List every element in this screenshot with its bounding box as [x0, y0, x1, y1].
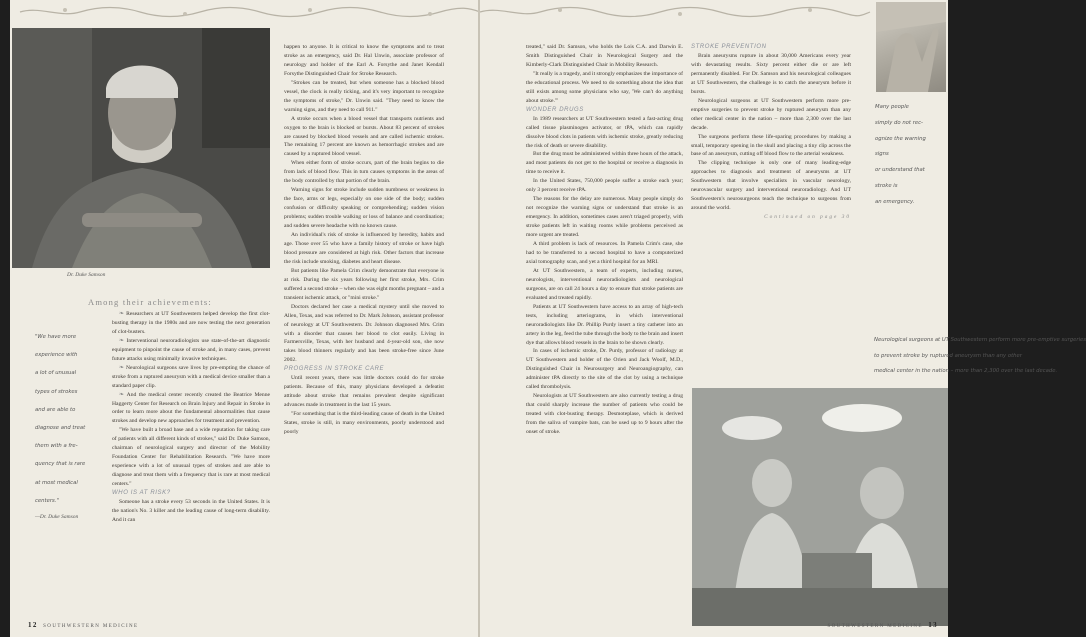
body-paragraph: In the United States, 750,000 people suffer a stroke each year; only 3 percent receive tPA. — [526, 178, 683, 194]
subhead-progress: PROGRESS IN STROKE CARE — [284, 366, 385, 373]
achievement-item: ❧ Interventional neuroradiologists use state-of-the-art diagnostic equipment to pinpoint the cause of stroke and, in many cases, prevent future attacks using minimally invasive techniques. — [112, 337, 270, 362]
body-paragraph: Warning signs for stroke include sudden numbness or weakness in the face, arms or legs, especially on one side of the body; sudden confusion or difficulty speaking or comprehending; sudden vision problems; sudden trouble walking or loss of balance and coordination; and sudden severe headache with no known cause. — [284, 187, 444, 230]
body-paragraph: In cases of ischemic stroke, Dr. Purdy, professor of radiology at UT Southwestern and holder of the Orien and Jack Woolf, M.D., Distinguished Chair in Neurosurgery and Neuroangiography, can administer tPA directly to the site of the clot by using a technique called thrombolysis. — [526, 348, 683, 391]
wide-quote-line: Neurological surgeons at UT Southwestern perform more pre-emptive surgeries — [874, 337, 1086, 343]
left-text-column-2 — [284, 43, 444, 437]
continued-note: Continued on page 30 — [764, 214, 851, 221]
body-paragraph: Someone has a stroke every 53 seconds in the United States. It is the nation's No. 3 killer and the leading cause of long-term disability. And it can — [112, 499, 270, 523]
left-folio — [28, 621, 139, 629]
hands-photo — [876, 2, 946, 92]
side-pull-quote — [875, 100, 945, 211]
body-paragraph: But the drug must be administered within three hours of the attack, and most patients do not get to the hospital or receive a diagnosis in time to receive it. — [526, 151, 683, 176]
body-paragraph: "It really is a tragedy, and it strongly emphasizes the importance of the educational process. We need to do something about the idea that still exists among some physicians who say, 'We can't do anything about stroke.'" — [526, 70, 683, 104]
decorative-vine-icon — [20, 4, 480, 20]
body-paragraph: Neurological surgeons at UT Southwestern perform more pre-emptive surgeries to prevent stroke by ruptured aneurysm than any other medical center in the nation – more than 2,300 over the last decade. — [691, 97, 851, 131]
body-paragraph: Patients at UT Southwestern have access to an array of high-tech tests, including arteriograms, in which interventional neuroradiologists like Dr. Phillip Purdy insert a tiny catheter into an artery in the leg, feed the tube through the body to the brain and insert dye that allows blood vessels in the brain to be shown clearly. — [526, 303, 683, 346]
side-quote-line: ognize the warning — [875, 135, 926, 142]
bullet-icon: ❧ — [119, 364, 126, 371]
hand-illustration-icon — [876, 2, 946, 92]
body-paragraph: When either form of stroke occurs, part of the brain begins to die from lack of blood flow. This in turn causes symptoms in the areas of the body controlled by that portion of the brain. — [284, 160, 444, 185]
body-paragraph: treated," said Dr. Samson, who holds the Lois C.A. and Darwin E. Smith Distinguished Chair in Neurological Surgery and the Kimberly-Clark Distinguished Chair in Mobility Research. — [526, 44, 683, 68]
pull-quote-line: types of strokes — [35, 388, 78, 395]
bullet-icon: ❧ — [119, 391, 127, 398]
achievement-item: ❧ And the medical center recently created the Beatrice Menne Haggerty Center for Research on Brain Injury and Repair in Stroke in order to learn more about the fundamental abnormalities that cause strokes and develop new approaches for treatment and prevention. — [112, 391, 270, 425]
side-quote-line: an emergency. — [875, 198, 915, 205]
pull-quote-line: diagnose and treat — [35, 425, 86, 432]
side-quote-line: simply do not rec- — [875, 119, 923, 126]
body-paragraph: "For something that is the third-leading cause of death in the United States, stroke is still, in many environments, poorly understood and poorly — [284, 411, 444, 436]
bullet-icon: ❧ — [119, 337, 127, 344]
subhead-stroke-prevention: STROKE PREVENTION — [691, 44, 767, 50]
side-quote-line: stroke is — [875, 182, 898, 189]
body-paragraph: "We have built a broad base and a wide reputation for taking care of patients with all different kinds of strokes," said Dr. Duke Samson, chairman of neurological surgery and director of the Mobility Foundation Center for Rehabilitation Research. "We have more experience with a lot of unusual types of strokes and are able to diagnose and treat them with a frequency that is rare at most medical centers." — [112, 427, 270, 488]
right-text-column-1 — [526, 43, 683, 437]
left-page — [10, 0, 478, 637]
page-number: 12 — [28, 621, 38, 629]
pull-quote-line: and are able to — [35, 406, 76, 413]
surgical-team-illustration-icon — [692, 388, 948, 626]
body-paragraph: At UT Southwestern, a team of experts, including nurses, neurologists, interventional neuroradiologists and neurological surgeons, are on call 24 hours a day to ensure that stroke patients are evaluated and treated rapidly. — [526, 267, 683, 301]
body-paragraph: A stroke occurs when a blood vessel that transports nutrients and oxygen to the brain is blocked or bursts. About 83 percent of strokes are caused by blocked blood vessels and are called ischemic strokes. The remaining 17 percent are known as hemorrhagic strokes and are caused by a ruptured blood vessel. — [284, 115, 444, 158]
subhead-who-at-risk: WHO IS AT RISK? — [112, 490, 171, 497]
decorative-vine-icon — [480, 4, 870, 20]
body-paragraph: Until recent years, there was little doctors could do for stroke patients. Because of this, many physicians developed a defeatist attitude about stroke that remains prevalent despite significant advances made in treatment in the last 15 years. — [284, 375, 444, 409]
pull-quote — [35, 328, 105, 510]
portrait-caption: Dr. Duke Samson — [67, 272, 106, 278]
achievements-heading: Among their achievements: — [88, 297, 212, 307]
body-paragraph: The reasons for the delay are numerous. Many people simply do not recognize the warning signs or understand that stroke is an emergency. In addition, sometimes cases aren't triaged properly, with stroke patients left in waiting rooms while problems perceived as more urgent are treated. — [526, 196, 683, 239]
wide-quote-line: medical center in the nation – more than 2,300 over the last decade. — [874, 368, 1058, 374]
folio-title: SOUTHWESTERN MEDICINE — [827, 624, 923, 629]
page-number: 13 — [928, 621, 938, 629]
side-quote-line: signs — [875, 151, 889, 158]
body-paragraph: The surgeons perform these life-sparing procedures by making a small, temporary opening in the skull and placing a tiny clip across the base of an aneurysm, cutting off blood flow to the arterial weakness. — [691, 133, 851, 158]
folio-title: SOUTHWESTERN MEDICINE — [43, 624, 139, 629]
body-paragraph: In 1989 researchers at UT Southwestern tested a fast-acting drug called tissue plasminogen activator, or tPA, which can rapidly dissolve blood clots in patients with ischemic stroke, greatly reducing the risk of death or severe disability. — [526, 115, 683, 149]
pull-quote-attribution: —Dr. Duke Samson — [35, 514, 79, 520]
body-paragraph: "Strokes can be treated, but when someone has a blocked blood vessel, the clock is really ticking, and it's very important to recognize the symptoms of stroke," Dr. Unwin said. "They need to know the warning signs, and they need to call 911." — [284, 79, 444, 113]
achievement-item: ❧ Neurological surgeons save lives by pre-empting the chance of stroke from a ruptured aneurysm with a medical device smaller than a standard paper clip. — [112, 364, 270, 389]
wide-pull-quote-block — [874, 333, 1086, 380]
pull-quote-line: experience with — [35, 352, 78, 359]
right-page — [480, 0, 1086, 637]
pull-quote-line: "We have more — [35, 334, 77, 340]
body-paragraph: The clipping technique is only one of many leading-edge approaches to diagnosis and treatment of aneurysms at UT Southwestern that involve specialists in vascular neurology, neurovascular surgery and interventional neuroradiology. And UT Southwestern's neurosurgeons teach the technique to surgeons from around the world. — [691, 160, 851, 212]
body-paragraph: A third problem is lack of resources. In Pamela Crim's case, she had to be transferred to a second hospital to have a computerized axial tomography scan, and yet a third hospital for an MRI. — [526, 241, 683, 265]
pull-quote-line: quency that is rare — [35, 461, 86, 468]
surgeon-portrait-photo — [12, 28, 270, 268]
pull-quote-line: centers." — [35, 497, 59, 504]
achievement-item: ❧ Researchers at UT Southwestern helped develop the first clot-busting therapy in the 1980s and are now testing the next generation of clot-busters. — [112, 311, 271, 335]
right-folio — [828, 621, 939, 629]
surgeon-illustration-icon — [12, 28, 270, 268]
body-paragraph: But patients like Pamela Crim clearly demonstrate that everyone is at risk. During the six years following her first stroke, Mrs. Crim suffered a second stroke – when she was eight months pregnant – and a transient ischemic attack, or "mini stroke." — [284, 267, 444, 301]
bullet-icon: ❧ — [119, 311, 127, 317]
body-paragraph: Neurologists at UT Southwestern are also currently testing a drug that could sharply increase the number of patients who could be treated with clot-busting therapy. Desmoteplase, which is derived from the saliva of vampire bats, can be used up to 9 hours after the onset of stroke. — [526, 393, 683, 436]
wide-quote-line: to prevent stroke by ruptured aneurysm than any other — [874, 352, 1022, 359]
side-quote-line: Many people — [875, 104, 909, 110]
pull-quote-line: at most medical — [35, 479, 78, 486]
operating-room-photo — [692, 388, 948, 626]
body-paragraph: Brain aneurysms rupture in about 30,000 Americans every year with devastating results. Sixty percent either die or are left permanently disabled. For Dr. Samson and his neurological colleagues at UT Southwestern, the challenge is to catch the aneurysm before it bursts. — [691, 53, 851, 95]
right-text-column-2 — [691, 43, 851, 222]
body-paragraph: happen to anyone. It is critical to know the symptoms and to treat stroke as an emergency, said Dr. Hal Unwin, associate professor of neurology and holder of the Earl A. Forsythe and Janet Kendall Forsythe Distinguished Chair for Stroke Research. — [284, 44, 444, 77]
pull-quote-line: a lot of unusual — [35, 370, 77, 377]
body-paragraph: Doctors declared her case a medical mystery until she moved to Allen, Texas, and was referred to Dr. Mark Johnson, assistant professor of neurology at UT Southwestern. Dr. Johnson diagnosed Mrs. Crim with a disorder that causes her blood to clot easily. Living in Farmersville, Texas, with her husband and 4-year-old son, she now takes blood thinners regularly and has been stroke-free since June 2002. — [284, 303, 444, 364]
achievements-column — [112, 310, 270, 525]
body-paragraph: An individual's risk of stroke is influenced by heredity, habits and age. Those over 55 who have a family history of stroke or have high blood pressure are considered at high risk. Other factors that increase the risk include smoking, diabetes and heart disease. — [284, 232, 444, 265]
pull-quote-line: them with a fre- — [35, 443, 78, 450]
subhead-wonder-drugs: WONDER DRUGS — [526, 106, 584, 113]
side-quote-line: or understand that — [875, 167, 925, 174]
